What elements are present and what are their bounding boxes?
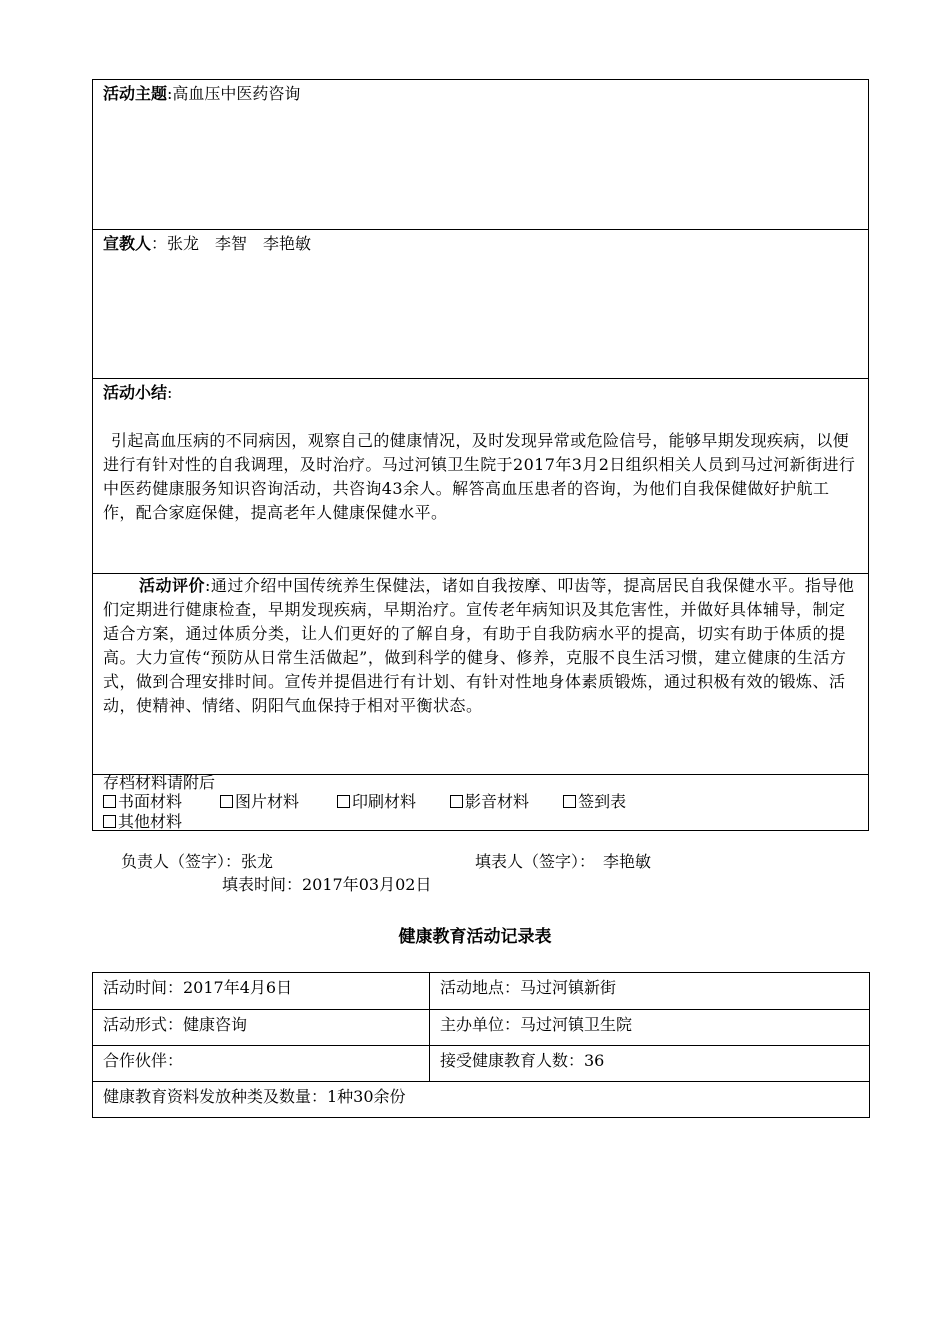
checkbox-square-icon [220,795,233,808]
form2-row-partner-count [93,1046,869,1082]
educator-row [93,230,868,379]
responsible-signature: 负责人（签字）：张龙 [121,852,274,871]
summary-text: 引起高血压病的不同病因，观察自己的健康情况，及时发现异常或危险信号，能够早期发现疾病，以便进行有针对性的自我调理，及时治疗。马过河镇卫生院于2017年3月2日组织相关人员到马过河新街进行中医药健康服务知识咨询活动，共咨询43余人。解答高血压患者的咨询，为他们自我保健做好护航工作，配合家庭保健，提高老年人健康保健水平。 [103,431,856,522]
activity-record-table [92,79,869,831]
checkbox-square-icon [450,795,463,808]
archive-label: 存档材料请附后 [103,773,216,792]
checkbox-other[interactable]: 其他材料 [103,812,182,832]
summary-label: 活动小结 [103,383,168,402]
checkbox-square-icon [103,795,116,808]
activity-form: 活动形式：健康咨询 [103,1015,248,1034]
checkbox-square-icon [103,815,116,828]
partner: 合作伙伴： [103,1051,184,1070]
form2-title: 健康教育活动记录表 [398,927,552,947]
evaluation-label: 活动评价 [139,576,206,595]
participant-count: 接受健康教育人数：36 [440,1051,605,1070]
checkbox-printed[interactable]: 印刷材料 [337,792,416,812]
materials-distributed: 健康教育资料发放种类及数量：1种30余份 [103,1087,406,1106]
form2-row-form-organizer [93,1010,869,1046]
educator-label: 宣教人 [103,234,152,253]
evaluation-row [93,574,868,775]
activity-place: 活动地点：马过河镇新街 [440,978,617,997]
archive-row [93,775,868,832]
checkbox-written[interactable]: 书面材料 [103,792,182,812]
theme-row [93,80,868,230]
evaluation-text: :通过介绍中国传统养生保健法，诸如自我按摩、叩齿等，提高居民自我保健水平。指导他们定期进行健康检查，早期发现疾病，早期治疗。宣传老年病知识及其危害性，并做好具体辅导，制定适合方案，通过体质分类，让人们更好的了解自身，有助于自我防病水平的提高，切实有助于体质的提高。大力宣传“预防从日常生活做起”，做到科学的健身、修养，克服不良生活习惯，建立健康的生活方式，做到合理安排时间。宣传并提倡进行有计划、有针对性地身体素质锻炼，通过积极有效的锻炼、活动，使精神、情绪、阴阳气血保持于相对平衡状态。 [103,576,855,715]
checkbox-audio-video[interactable]: 影音材料 [450,792,529,812]
summary-row [93,379,868,574]
theme-value: :高血压中医药咨询 [167,84,301,103]
form2-row-materials [93,1082,869,1118]
activity-time: 活动时间：2017年4月6日 [103,978,293,997]
checkbox-signin-sheet[interactable]: 签到表 [563,792,626,812]
filler-signature: 填表人（签字）： 李艳敏 [475,852,652,871]
organizer: 主办单位：马过河镇卫生院 [440,1015,633,1034]
summary-colon: : [167,383,173,402]
health-education-table [92,972,870,1118]
theme-label: 活动主题 [103,84,168,103]
checkbox-pictures[interactable]: 图片材料 [220,792,299,812]
checkbox-square-icon [337,795,350,808]
educator-value: ：张龙 李智 李艳敏 [151,234,312,253]
checkbox-square-icon [563,795,576,808]
form2-row-time-place [93,973,869,1010]
fill-date: 填表时间：2017年03月02日 [222,875,432,894]
